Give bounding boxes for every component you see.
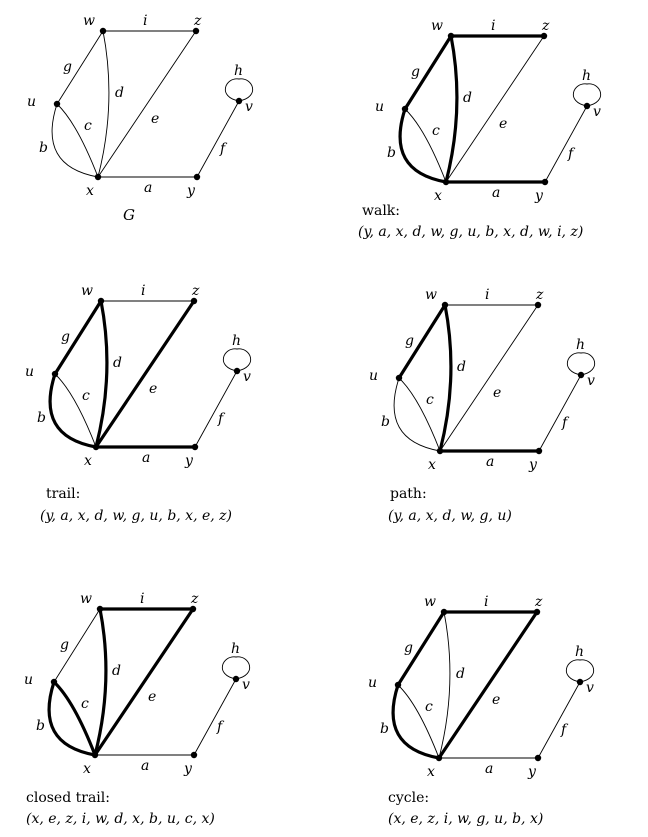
edge-d (439, 612, 450, 758)
edge-label-f: f (568, 146, 574, 162)
edge-label-e: e (493, 385, 502, 401)
vertex-label-u: u (368, 675, 378, 691)
edge-label-c: c (81, 696, 89, 712)
vertex-label-u: u (27, 94, 37, 110)
edge-label-d: d (115, 85, 124, 101)
edge-label-d: d (456, 666, 465, 682)
vertex-label-z: z (535, 594, 543, 610)
vertex-label-w: w (83, 13, 95, 29)
vertex-label-u: u (375, 99, 385, 115)
vertex-label-w: w (425, 287, 437, 303)
vertex-label-u: u (24, 672, 34, 688)
edge-label-a: a (144, 180, 153, 196)
edge-label-d: d (113, 355, 122, 371)
vertex-label-x: x (86, 183, 94, 199)
edge-b (393, 685, 439, 758)
edge-label-c: c (84, 118, 92, 134)
vertex-label-x: x (84, 453, 92, 469)
vertex-label-z: z (194, 13, 202, 29)
edge-label-c: c (432, 123, 440, 139)
edge-label-f: f (217, 719, 223, 735)
vertex-label-y: y (528, 764, 536, 780)
edge-label-h: h (232, 333, 242, 349)
edge-label-b: b (387, 145, 396, 161)
vertex-label-v: v (593, 104, 601, 120)
edge-label-i: i (143, 13, 148, 29)
sequence-trail: (y, a, x, d, w, g, u, b, x, e, z) (40, 508, 233, 524)
edge-label-e: e (151, 111, 160, 127)
vertex-label-u: u (369, 368, 379, 384)
vertex-label-u: u (25, 364, 35, 380)
edge-label-e: e (148, 689, 157, 705)
edge-label-d: d (457, 359, 466, 375)
edge-label-g: g (60, 637, 69, 653)
caption-cycle: cycle: (388, 790, 430, 806)
vertex-label-v: v (242, 677, 250, 693)
edge-label-i: i (491, 18, 496, 34)
edge-label-g: g (61, 329, 70, 345)
vertex-label-w: w (424, 594, 436, 610)
edge-label-b: b (37, 410, 46, 426)
vertex-label-v: v (587, 373, 595, 389)
edge-label-g: g (411, 64, 420, 80)
edge-label-f: f (561, 722, 567, 738)
edge-label-f: f (220, 141, 226, 157)
edge-label-e: e (499, 116, 508, 132)
vertex-label-z: z (192, 283, 200, 299)
edge-label-d: d (463, 90, 472, 106)
edge-label-c: c (82, 388, 90, 404)
vertex-label-v: v (586, 680, 594, 696)
edge-f (538, 682, 580, 758)
edge-label-a: a (142, 450, 151, 466)
edge-label-i: i (141, 283, 146, 299)
vertex-label-x: x (427, 764, 435, 780)
edge-label-c: c (426, 392, 434, 408)
vertex-label-v: v (243, 369, 251, 385)
edge-label-i: i (485, 287, 490, 303)
sequence-cycle: (x, e, z, i, w, g, u, b, x) (388, 811, 544, 827)
edge-label-i: i (484, 594, 489, 610)
edge-label-g: g (404, 640, 413, 656)
sequence-closed-trail: (x, e, z, i, w, d, x, b, u, c, x) (26, 811, 215, 827)
edge-label-c: c (425, 699, 433, 715)
vertex-label-v: v (245, 99, 253, 115)
vertex-label-y: y (535, 188, 543, 204)
sequence-path: (y, a, x, d, w, g, u) (388, 508, 512, 524)
vertex-w (441, 609, 447, 615)
edge-label-h: h (582, 68, 592, 84)
vertex-label-y: y (187, 183, 195, 199)
edge-label-a: a (141, 758, 150, 774)
caption-path: path: (390, 486, 427, 502)
edge-label-b: b (380, 721, 389, 737)
edge-label-a: a (485, 761, 494, 777)
edge-label-f: f (562, 415, 568, 431)
vertex-label-z: z (542, 18, 550, 34)
edge-h (566, 660, 593, 682)
vertex-label-z: z (536, 287, 544, 303)
edge-c (398, 685, 439, 758)
edge-label-e: e (149, 381, 158, 397)
vertex-label-z: z (191, 591, 199, 607)
edge-label-g: g (63, 59, 72, 75)
vertex-label-y: y (529, 457, 537, 473)
vertex-label-x: x (83, 761, 91, 777)
caption-trail: trail: (46, 486, 81, 502)
edge-label-b: b (36, 718, 45, 734)
graph-name: G (123, 206, 135, 224)
edge-label-a: a (486, 454, 495, 470)
edge-label-h: h (575, 644, 585, 660)
vertex-v (577, 679, 583, 685)
edge-label-h: h (234, 63, 244, 79)
edge-label-h: h (231, 641, 241, 657)
edge-label-b: b (381, 414, 390, 430)
vertex-label-w: w (81, 283, 93, 299)
caption-closed-trail: closed trail: (26, 790, 110, 806)
edge-label-f: f (218, 411, 224, 427)
vertex-y (535, 755, 541, 761)
vertex-label-w: w (80, 591, 92, 607)
edge-label-a: a (492, 185, 501, 201)
vertex-x (436, 755, 442, 761)
edge-label-g: g (405, 333, 414, 349)
edge-e (439, 612, 537, 758)
vertex-label-y: y (184, 761, 192, 777)
vertex-label-y: y (185, 453, 193, 469)
edge-label-b: b (39, 140, 48, 156)
edge-label-i: i (140, 591, 145, 607)
caption-walk: walk: (362, 203, 401, 219)
sequence-walk: (y, a, x, d, w, g, u, b, x, d, w, i, z) (358, 224, 584, 240)
vertex-label-x: x (428, 457, 436, 473)
edge-label-e: e (492, 692, 501, 708)
vertex-u (395, 682, 401, 688)
edge-label-d: d (112, 663, 121, 679)
vertex-label-x: x (434, 188, 442, 204)
vertex-label-w: w (431, 18, 443, 34)
edge-label-h: h (576, 337, 586, 353)
